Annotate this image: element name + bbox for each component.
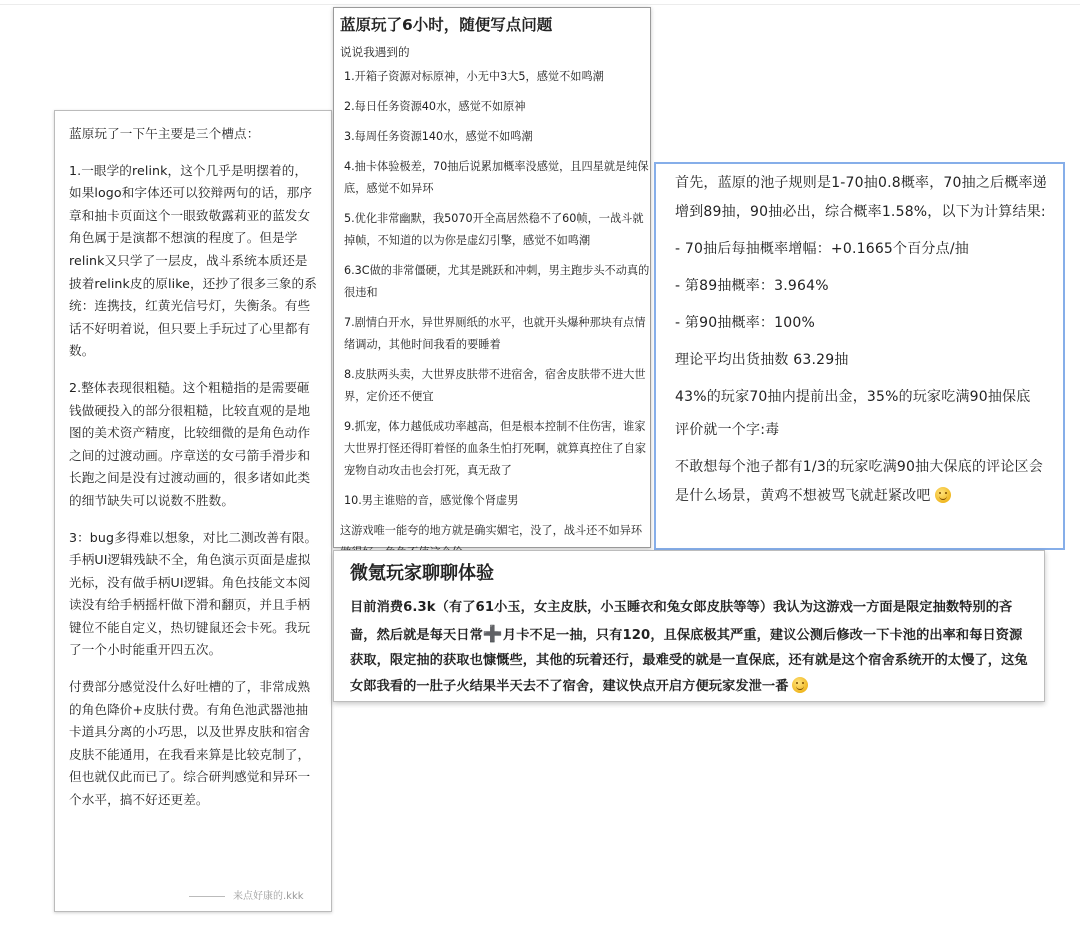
middle-post-title: 蓝原玩了6小时，随便写点问题 (340, 16, 553, 34)
middle-post-list (340, 66, 650, 564)
left-post-paragraph: 1.一眼学的relink，这个几乎是明摆着的，如果logo和字体还可以狡辩两句的话，那序章和抽卡页面这个一眼致敬露莉亚的蓝发女角色属于是演都不想演的程度了。但是学relink又只学了一层皮，战斗系统本质还是披着relink皮的原like，还抄了很多三象的系统：连携技，红黄光信号灯，失衡条。有些话不好明着说，但只要上手玩过了心里都有数。 (69, 162, 317, 359)
smile-emoji-icon (935, 487, 951, 503)
list-item: 10.男主谁赔的音，感觉像个肾虚男 (344, 494, 519, 507)
signature-dash (189, 896, 225, 897)
list-item: 2.每日任务资源40水，感觉不如原神 (344, 100, 526, 113)
middle-post-intro: 说说我遇到的 (340, 45, 410, 59)
list-item: 9.抓宠，体力越低成功率越高，但是根本控制不住伤害，谁家大世界打怪还得盯着怪的血条生怕打死啊，就算真控住了自家宠物自动攻击也会打死，真无敌了 (344, 420, 647, 477)
bottom-post-title: 微氪玩家聊聊体验 (350, 563, 494, 584)
right-post-paragraph: - 第90抽概率：100% (675, 315, 815, 331)
right-post-paragraph: - 第89抽概率：3.964% (675, 278, 829, 294)
list-item: 6.3C做的非常僵硬，尤其是跳跃和冲刺，男主跑步头不动真的很违和 (344, 264, 650, 299)
left-post-card (54, 110, 332, 912)
bottom-post-text-part2: 月卡不足一抽，只有120，且保底极其严重，建议公测后修改一下卡池的出率和每日资源获取，限定抽的获取也慷慨些，其他的玩着还行，最难受的就是一直保底，还有就是这个宿舍系统开的太慢了，这兔女郎我看的一肚子火结果半天去不了宿舍，建议快点开启方便玩家发泄一番 (350, 627, 1028, 694)
middle-post-card (333, 7, 651, 548)
right-post-paragraph: 首先，蓝原的池子规则是1-70抽0.8概率，70抽之后概率递增到89抽，90抽必出，综合概率1.58%，以下为计算结果: (675, 175, 1047, 220)
signature-text: 来点好康的.kkk (233, 891, 304, 902)
smile-emoji-icon (792, 677, 808, 693)
left-post-signature (189, 887, 319, 902)
plus-icon: ➕ (482, 623, 503, 643)
list-item: 3.每周任务资源140水，感觉不如鸣潮 (344, 130, 533, 143)
list-item: 4.抽卡体验极差，70抽后说累加概率没感觉，且四星就是纯保底，感觉不如异环 (344, 160, 649, 195)
list-item: 这游戏唯一能夸的地方就是确实媚宅，没了，战斗还不如异环 (340, 524, 643, 537)
right-post-paragraph-text: 不敢想每个池子都有1/3的玩家吃满90抽大保底的评论区会是什么场景，黄鸡不想被骂飞就赶紧改吧 (675, 459, 1043, 504)
left-post-paragraph: 蓝原玩了一下午主要是三个槽点： (69, 126, 260, 141)
right-post-paragraph: - 70抽后每抽概率增幅：+0.1665个百分点/抽 (675, 241, 969, 257)
right-post-card (654, 162, 1065, 550)
left-post-paragraph: 3：bug多得难以想象，对比二测改善有限。手柄UI逻辑残缺不全，角色演示页面是虚拟光标，没有做手柄UI逻辑。角色技能文本阅读没有给手柄摇杆做下滑和翻页，并且手柄键位不能自定义，热切键鼠还会卡死。我玩了一个小时能重开四五次。 (69, 529, 318, 658)
left-post-paragraph: 2.整体表现很粗糙。这个粗糙指的是需要砸钱做硬投入的部分很粗糙，比较直观的是地图的美术资产精度，比较细微的是角色动作之间的过渡动画。序章送的女弓箭手滑步和长跑之间是没有过渡动画的，很多诸如此类的细节缺失可以说数不胜数。 (69, 379, 311, 508)
right-post-paragraph-last (675, 453, 1057, 511)
right-post-paragraph: 评价就一个字:毒 (675, 422, 780, 438)
top-divider (0, 4, 1080, 5)
right-post-paragraph: 43%的玩家70抽内提前出金，35%的玩家吃满90抽保底 (675, 389, 1031, 405)
bottom-post-body (350, 595, 1034, 699)
bottom-post-card (333, 550, 1045, 702)
left-post-paragraph: 付费部分感觉没什么好吐槽的了，非常成熟的角色降价+皮肤付费。有角色池武器池抽卡道具分离的小巧思，以及世界皮肤和宿舍皮肤不能通用，在我看来算是比较克制了，但也就仅此而已了。综合研判感觉和异环一个水平，搞不好还更差。 (69, 679, 311, 808)
list-item: 8.皮肤两头卖，大世界皮肤带不进宿舍，宿舍皮肤带不进大世界，定价还不便宜 (344, 368, 646, 403)
bottom-post-text-part1: 目前消费6.3k（有了61小玉，女主皮肤，小玉睡衣和兔女郎皮肤等等）我认为这游戏一方面是限定抽数特别的吝啬，然后就是每天日常 (350, 600, 1013, 643)
list-item: 5.优化非常幽默，我5070开全高居然稳不了60帧，一战斗就掉帧，不知道的以为你是虚幻引擎，感觉不如鸣潮 (344, 212, 644, 247)
list-item: 7.剧情白开水，异世界厕纸的水平，也就开头爆种那块有点情绪调动，其他时间我看的要睡着 (344, 316, 646, 351)
right-post-paragraph: 理论平均出货抽数 63.29抽 (675, 352, 849, 368)
list-item: 1.开箱子资源对标原神，小无中3大5，感觉不如鸣潮 (344, 70, 604, 83)
